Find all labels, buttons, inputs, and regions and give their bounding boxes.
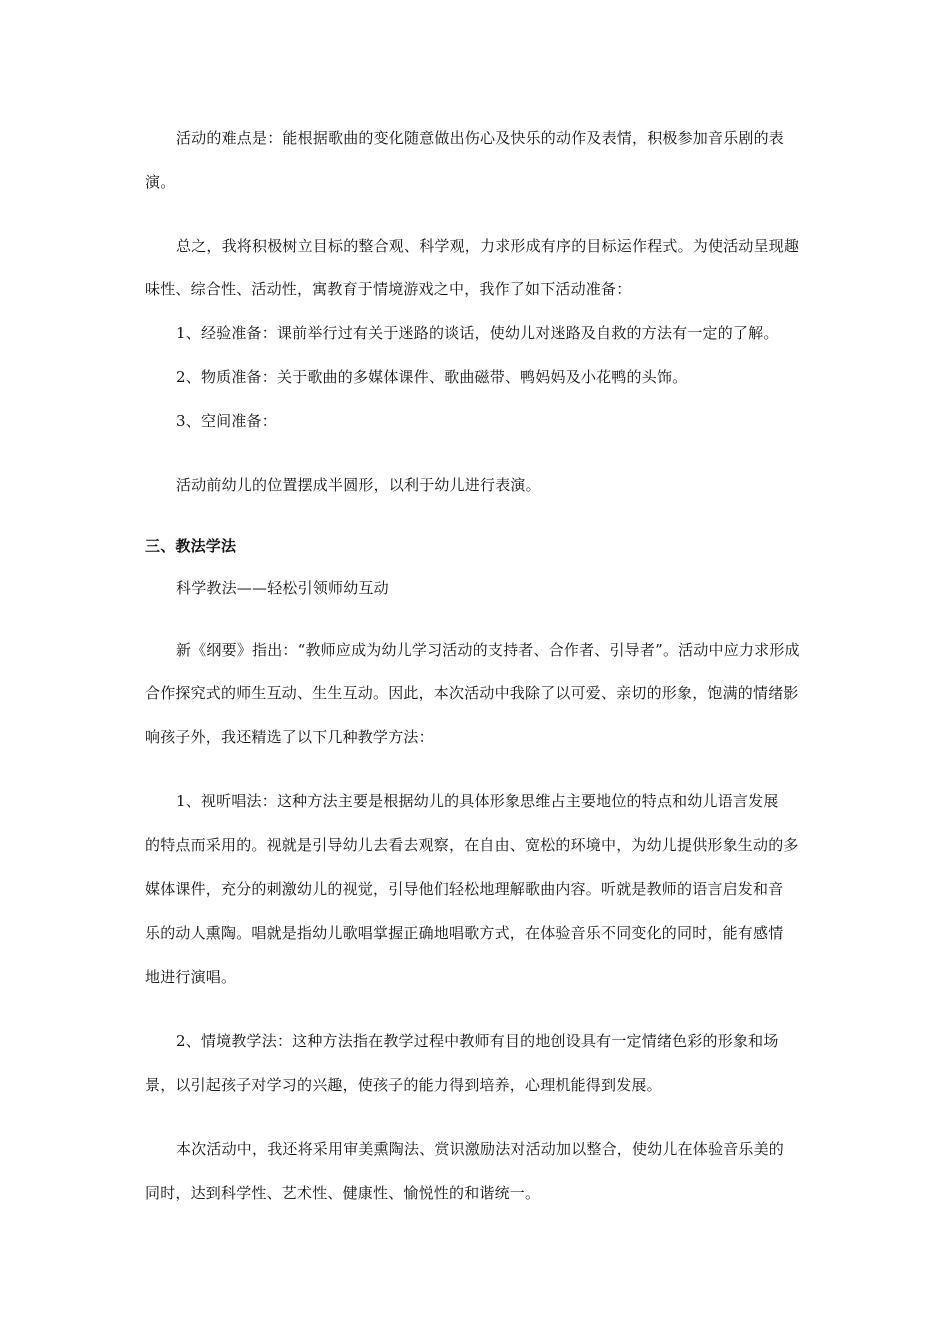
paragraph-line: 活动的难点是：能根据歌曲的变化随意做出伤心及快乐的动作及表情，积极参加音乐剧的表 [176,129,785,147]
paragraph-line: 1、视听唱法：这种方法主要是根据幼儿的具体形象思维占主要地位的特点和幼儿语言发展 [176,792,779,810]
paragraph-line: 乐的动人熏陶。唱就是指幼儿歌唱掌握正确地唱歌方式，在体验音乐不同变化的同时，能有感情 [145,924,784,942]
paragraph-line: 味性、综合性、活动性，寓教育于情境游戏之中，我作了如下活动准备： [145,280,632,298]
paragraph-line: 活动前幼儿的位置摆成半圆形，以利于幼儿进行表演。 [176,476,541,494]
list-item: 2、物质准备：关于歌曲的多媒体课件、歌曲磁带、鸭妈妈及小花鸭的头饰。 [176,368,688,386]
paragraph-line: 2、情境教学法：这种方法指在教学过程中教师有目的地创设具有一定情绪色彩的形象和场 [176,1032,779,1050]
section-heading: 三、教法学法 [145,537,237,555]
paragraph-line: 地进行演唱。 [145,968,237,986]
paragraph-line: 响孩子外，我还精选了以下几种教学方法： [145,728,434,746]
paragraph-line: 总之，我将积极树立目标的整合观、科学观，力求形成有序的目标运作程式。为使活动呈现趣 [176,237,800,255]
paragraph-line: 本次活动中，我还将采用审美熏陶法、赏识激励法对活动加以整合，使幼儿在体验音乐美的 [176,1140,785,1158]
paragraph-line: 媒体课件，充分的刺激幼儿的视觉，引导他们轻松地理解歌曲内容。听就是教师的语言启发和音 [145,880,784,898]
paragraph-line: 合作探究式的师生互动、生生互动。因此，本次活动中我除了以可爱、亲切的形象，饱满的情绪影 [145,684,799,702]
paragraph-line: 同时，达到科学性、艺术性、健康性、愉悦性的和谐统一。 [145,1184,541,1202]
paragraph-line: 演。 [145,173,176,191]
subheading: 科学教法——轻松引领师幼互动 [176,579,389,597]
paragraph-line: 新《纲要》指出：“教师应成为幼儿学习活动的支持者、合作者、引导者”。活动中应力求形成 [176,641,800,659]
list-item: 3、空间准备： [176,412,277,430]
list-item: 1、经验准备：课前举行过有关于迷路的谈话，使幼儿对迷路及自救的方法有一定的了解。 [176,324,779,342]
paragraph-line: 景，以引起孩子对学习的兴趣，使孩子的能力得到培养，心理机能得到发展。 [145,1076,662,1094]
paragraph-line: 的特点而采用的。视就是引导幼儿去看去观察，在自由、宽松的环境中，为幼儿提供形象生动的多 [145,836,799,854]
